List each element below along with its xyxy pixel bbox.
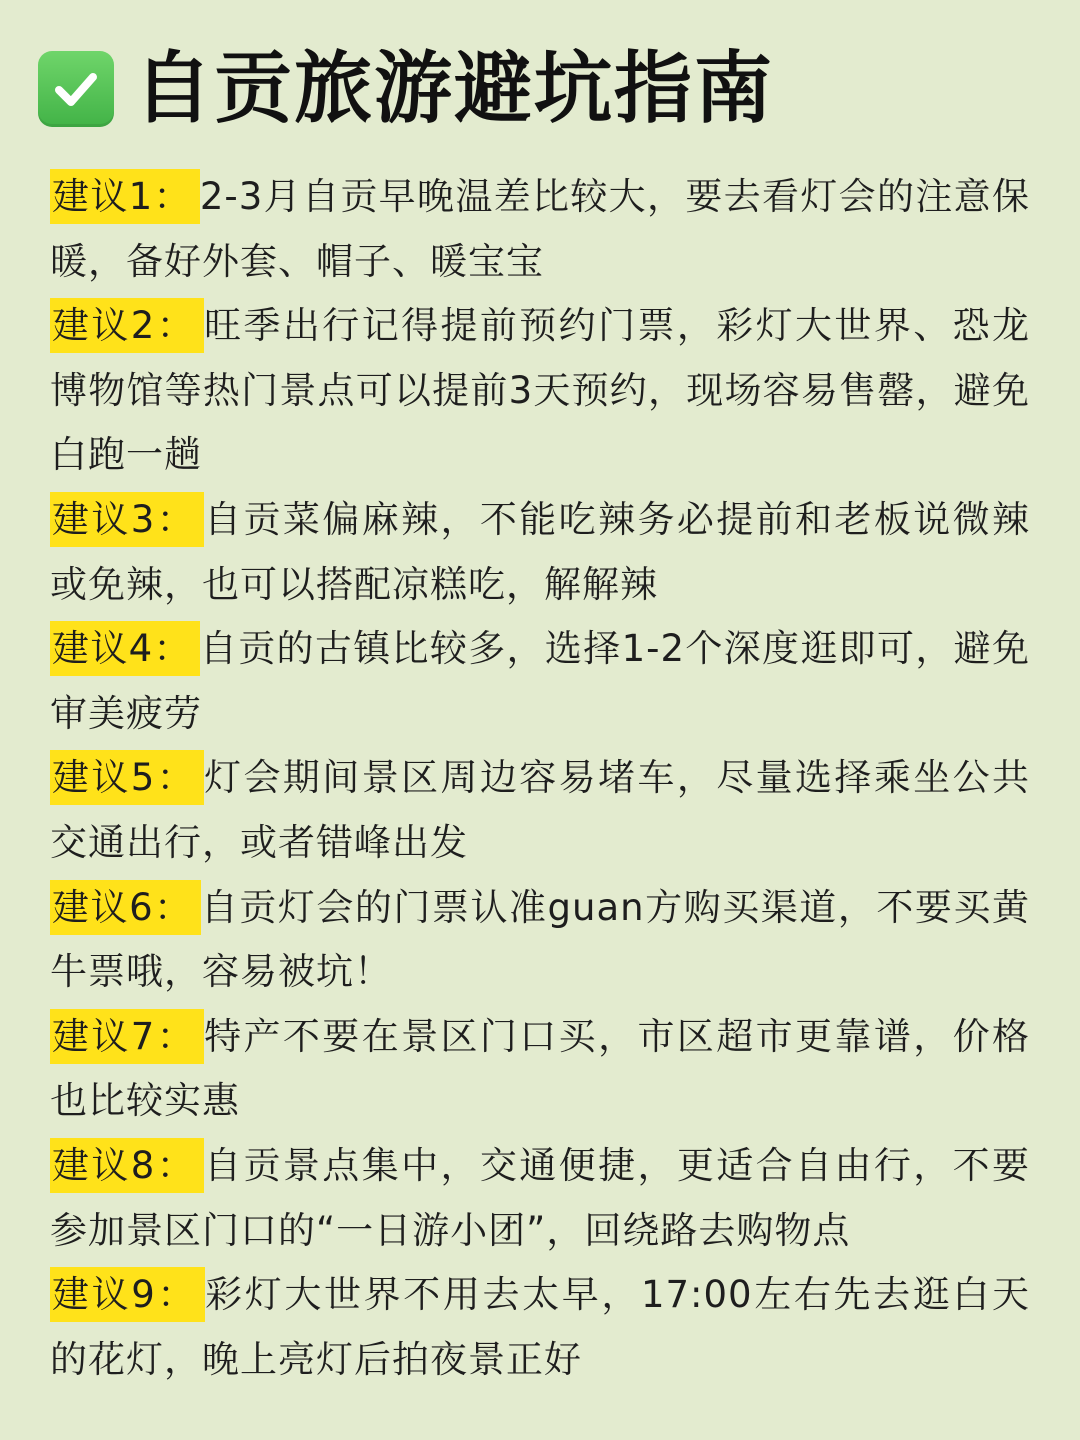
tip-item-7 [50,1005,1030,1134]
tip-item-9 [50,1263,1030,1392]
tip-item-2 [50,294,1030,488]
tip-item-5 [50,746,1030,875]
tip-text: 自贡菜偏麻辣，不能吃辣务必提前和老板说微辣或免辣，也可以搭配凉糕吃，解解辣 [50,497,1031,606]
tip-label: 建议1： [50,169,200,224]
tip-text: 2-3月自贡早晚温差比较大，要去看灯会的注意保暖，备好外套、帽子、暖宝宝 [50,175,1031,283]
header [50,0,1030,170]
tip-item-8 [50,1134,1030,1263]
tip-label: 建议9： [50,1267,205,1322]
check-mark-icon [38,51,114,127]
tip-label: 建议7： [50,1009,204,1064]
tip-item-1 [50,165,1030,294]
tip-text: 彩灯大世界不用去太早，17:00左右先去逛白天的花灯，晚上亮灯后拍夜景正好 [50,1273,1030,1381]
tip-item-4 [50,617,1030,746]
tip-label: 建议6： [50,880,201,935]
tip-item-6 [50,876,1030,1005]
tip-item-3 [50,488,1030,617]
page-title: 自贡旅游避坑指南 [134,44,775,134]
tip-text: 灯会期间景区周边容易堵车，尽量选择乘坐公共交通出行，或者错峰出发 [50,756,1031,864]
tip-label: 建议2： [50,298,204,353]
tip-text: 特产不要在景区门口买，市区超市更靠谱，价格也比较实惠 [50,1014,1031,1123]
tips-list [50,165,1030,1392]
tip-text: 自贡灯会的门票认准guan方购买渠道，不要买黄牛票哦，容易被坑！ [50,885,1030,994]
check-mark-glyph [50,63,102,115]
tip-label: 建议4： [50,621,200,676]
tip-label: 建议3： [50,492,204,547]
tip-text: 自贡景点集中，交通便捷，更适合自由行，不要参加景区门口的“一日游小团”，回绕路去购物点 [50,1143,1031,1252]
tip-label: 建议5： [50,750,204,805]
tip-label: 建议8： [50,1138,204,1193]
tip-text: 自贡的古镇比较多，选择1-2个深度逛即可，避免审美疲劳 [50,627,1031,735]
tip-text: 旺季出行记得提前预约门票，彩灯大世界、恐龙博物馆等热门景点可以提前3天预约，现场容易售罄，避免白跑一趟 [50,304,1031,477]
